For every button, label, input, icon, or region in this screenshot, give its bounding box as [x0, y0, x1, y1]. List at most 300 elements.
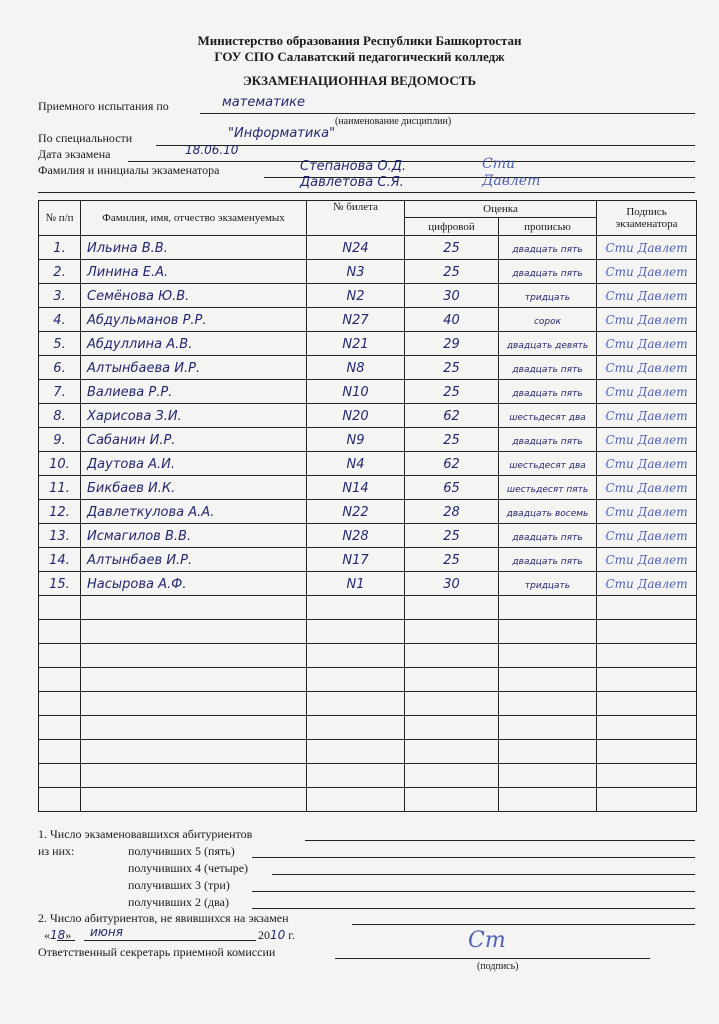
date-month-line — [84, 940, 256, 941]
score-digit: 25 — [443, 384, 460, 400]
score-digit: 30 — [443, 576, 460, 592]
examiner-signature-cell — [597, 716, 697, 740]
examiner-signature-cell — [597, 332, 697, 356]
row-number-cell — [39, 572, 81, 596]
student-name-cell — [81, 476, 307, 500]
blank-row — [39, 788, 697, 812]
score-digit-cell — [405, 764, 499, 788]
score-digit-cell — [405, 620, 499, 644]
date-month-value: июня — [90, 925, 123, 939]
specialty-value: "Информатика" — [228, 126, 336, 141]
score-words: двадцать восемь — [506, 508, 589, 519]
examiner-signature-cell — [597, 668, 697, 692]
row-number-cell — [39, 332, 81, 356]
examiner-signature: Сти Давлет — [605, 408, 688, 423]
exam-line — [200, 113, 695, 114]
examiner-signature-cell — [597, 476, 697, 500]
date-year-prefix: 20 — [258, 928, 270, 942]
ticket-number: N10 — [342, 384, 369, 400]
row-number-cell — [39, 236, 81, 260]
student-name: Алтынбаев И.Р. — [87, 552, 193, 568]
col-num-header: № п/п — [39, 201, 81, 236]
score-words-cell — [499, 548, 597, 572]
ticket-number-cell — [307, 548, 405, 572]
score-digit: 65 — [443, 480, 460, 496]
examiner-signature-cell — [597, 764, 697, 788]
ticket-number: N20 — [342, 408, 369, 424]
score-digit: 25 — [443, 240, 460, 256]
blank-row — [39, 692, 697, 716]
score-words-cell — [499, 644, 597, 668]
examiner-signature-cell — [597, 572, 697, 596]
date-day-value: 18 — [50, 928, 66, 942]
score-words-cell — [499, 668, 597, 692]
ticket-number: N28 — [342, 528, 369, 544]
student-name-cell — [81, 524, 307, 548]
score-words-cell — [499, 260, 597, 284]
blank-row — [39, 764, 697, 788]
student-name-cell — [81, 428, 307, 452]
score-words-cell — [499, 716, 597, 740]
score-words: двадцать пять — [512, 556, 583, 567]
examiner-signature-cell — [597, 596, 697, 620]
examiner-signature-cell — [597, 428, 697, 452]
score-words-cell — [499, 308, 597, 332]
student-name: Линина Е.А. — [87, 264, 169, 280]
ticket-number-cell — [307, 572, 405, 596]
student-name-cell — [81, 452, 307, 476]
table-row — [39, 308, 697, 332]
row-number: 7. — [53, 384, 66, 400]
score-words-cell — [499, 596, 597, 620]
student-name-cell — [81, 716, 307, 740]
ticket-number-cell — [307, 356, 405, 380]
row-number-cell — [39, 548, 81, 572]
document-title: ЭКЗАМЕНАЦИОННАЯ ВЕДОМОСТЬ — [242, 73, 477, 88]
total-line — [305, 840, 695, 841]
date-day-field: «18» — [44, 928, 72, 942]
ticket-number: N4 — [346, 456, 365, 472]
col-grade-words-header: прописью — [499, 218, 597, 236]
row-number-cell — [39, 788, 81, 812]
score-words: двадцать пять — [512, 436, 583, 447]
student-name: Давлеткулова А.А. — [87, 504, 215, 520]
examiner-signature-cell — [597, 452, 697, 476]
examiner-signature-cell — [597, 380, 697, 404]
score-words: двадцать пять — [512, 244, 583, 255]
student-name-cell — [81, 380, 307, 404]
col-grade-digit-header: цифровой — [405, 218, 499, 236]
date-day-line — [57, 940, 75, 941]
student-name: Даутова А.И. — [87, 456, 175, 472]
score-digit-cell — [405, 380, 499, 404]
student-name-cell — [81, 644, 307, 668]
examiner-signature: Сти Давлет — [605, 384, 688, 399]
score-digit: 25 — [443, 360, 460, 376]
student-name: Насырова А.Ф. — [87, 576, 187, 592]
ticket-number-cell — [307, 764, 405, 788]
score-words-cell — [499, 332, 597, 356]
table-row — [39, 548, 697, 572]
score-digit-cell — [405, 740, 499, 764]
got2-label: получивших 2 (два) — [128, 895, 229, 909]
row-number: 3. — [53, 288, 66, 304]
student-name-cell — [81, 740, 307, 764]
got2-line — [252, 908, 695, 909]
ticket-number: N24 — [342, 240, 369, 256]
got4-line — [272, 874, 695, 875]
student-name: Алтынбаева И.Р. — [87, 360, 201, 376]
student-name-cell — [81, 764, 307, 788]
got5-label: получивших 5 (пять) — [128, 844, 235, 858]
col-grade-header: Оценка — [405, 201, 597, 218]
row-number-cell — [39, 596, 81, 620]
examiner-signature-cell — [597, 404, 697, 428]
ticket-number-cell — [307, 332, 405, 356]
got5-line — [252, 857, 695, 858]
score-digit-cell — [405, 500, 499, 524]
score-words: сорок — [533, 316, 562, 327]
score-digit: 62 — [443, 408, 460, 424]
ticket-number-cell — [307, 644, 405, 668]
blank-row — [39, 716, 697, 740]
row-number: 14. — [49, 552, 70, 568]
row-number-cell — [39, 500, 81, 524]
score-digit: 40 — [443, 312, 460, 328]
student-name-cell — [81, 548, 307, 572]
student-name-cell — [81, 668, 307, 692]
score-words: шестьдесят пять — [506, 484, 589, 495]
score-words-cell — [499, 620, 597, 644]
table-row — [39, 356, 697, 380]
row-number-cell — [39, 260, 81, 284]
specialty-label: По специальности — [38, 131, 133, 145]
student-name-cell — [81, 404, 307, 428]
student-name-cell — [81, 308, 307, 332]
score-digit-cell — [405, 644, 499, 668]
score-digit-cell — [405, 788, 499, 812]
date-line — [128, 161, 695, 162]
table-row — [39, 260, 697, 284]
examiner-signature-cell — [597, 236, 697, 260]
examiner-signature-cell — [597, 644, 697, 668]
examiner-signature: Сти Давлет — [605, 456, 688, 471]
row-number: 5. — [53, 336, 66, 352]
ticket-number-cell — [307, 380, 405, 404]
total-label: 1. Число экзаменовавшихся абитуриентов — [38, 827, 253, 841]
row-number-cell — [39, 716, 81, 740]
examiner-signature-cell — [597, 620, 697, 644]
exam-value: математике — [222, 95, 305, 110]
student-name-cell — [81, 236, 307, 260]
score-words: тридцать — [524, 292, 571, 303]
ticket-number: N9 — [346, 432, 365, 448]
student-name-cell — [81, 284, 307, 308]
score-digit: 25 — [443, 528, 460, 544]
ticket-number-cell — [307, 620, 405, 644]
score-words: тридцать — [524, 580, 571, 591]
table-row — [39, 572, 697, 596]
got3-line — [252, 891, 695, 892]
ticket-number: N27 — [342, 312, 369, 328]
ticket-number: N21 — [342, 336, 369, 352]
score-digit-cell — [405, 668, 499, 692]
score-digit-cell — [405, 548, 499, 572]
score-digit: 28 — [443, 504, 460, 520]
ticket-number: N14 — [342, 480, 369, 496]
ticket-number: N3 — [346, 264, 365, 280]
ticket-number-cell — [307, 260, 405, 284]
row-number-cell — [39, 692, 81, 716]
score-words: двадцать пять — [512, 388, 583, 399]
table-row — [39, 284, 697, 308]
examiner-label: Фамилия и инициалы экзаменатора — [38, 163, 220, 177]
score-digit-cell — [405, 524, 499, 548]
examiner-signature: Сти Давлет — [605, 264, 688, 279]
ticket-number: N2 — [346, 288, 365, 304]
examiner-1-signature: Сти — [482, 156, 516, 172]
examiner-signature-cell — [597, 692, 697, 716]
examiner-signature: Сти Давлет — [605, 312, 688, 327]
row-number-cell — [39, 740, 81, 764]
score-words: двадцать пять — [512, 364, 583, 375]
examiner-signature-cell — [597, 356, 697, 380]
examiner-2-name: Давлетова С.Я. — [300, 175, 404, 190]
ticket-number-cell — [307, 236, 405, 260]
secretary-signature: Ст — [468, 928, 506, 953]
score-words-cell — [499, 500, 597, 524]
examiner-signature-cell — [597, 284, 697, 308]
score-words-cell — [499, 428, 597, 452]
row-number-cell — [39, 476, 81, 500]
score-digit: 25 — [443, 432, 460, 448]
student-name: Абдуллина А.В. — [87, 336, 193, 352]
table-row — [39, 332, 697, 356]
table-row — [39, 236, 697, 260]
row-number-cell — [39, 668, 81, 692]
college-title: ГОУ СПО Салаватский педагогический колледж — [214, 49, 505, 64]
score-digit-cell — [405, 596, 499, 620]
score-digit-cell — [405, 356, 499, 380]
date-label: Дата экзамена — [38, 147, 111, 161]
row-number-cell — [39, 284, 81, 308]
examiner-signature-cell — [597, 500, 697, 524]
ticket-number-cell — [307, 428, 405, 452]
ticket-number: N1 — [346, 576, 365, 592]
row-number: 1. — [53, 240, 66, 256]
row-number-cell — [39, 404, 81, 428]
score-words-cell — [499, 788, 597, 812]
score-words: двадцать пять — [512, 532, 583, 543]
row-number: 8. — [53, 408, 66, 424]
score-digit: 30 — [443, 288, 460, 304]
student-name: Семёнова Ю.В. — [87, 288, 190, 304]
examiner-signature-cell — [597, 788, 697, 812]
score-words-cell — [499, 380, 597, 404]
score-digit-cell — [405, 332, 499, 356]
ticket-number-cell — [307, 404, 405, 428]
examiner-signature: Сти Давлет — [605, 576, 688, 591]
row-number-cell — [39, 356, 81, 380]
student-name: Бикбаев И.К. — [87, 480, 176, 496]
examiner-signature-cell — [597, 308, 697, 332]
student-name-cell — [81, 788, 307, 812]
ticket-number-cell — [307, 668, 405, 692]
date-year-field — [258, 928, 295, 943]
examiner-signature-cell — [597, 260, 697, 284]
score-words-cell — [499, 356, 597, 380]
score-words-cell — [499, 404, 597, 428]
row-number-cell — [39, 764, 81, 788]
table-row — [39, 428, 697, 452]
table-row — [39, 476, 697, 500]
ticket-number-cell — [307, 596, 405, 620]
ticket-number: N8 — [346, 360, 365, 376]
date-year-suffix: г. — [288, 928, 295, 942]
examiner-signature-cell — [597, 740, 697, 764]
score-words-cell — [499, 236, 597, 260]
table-body — [39, 236, 697, 812]
student-name-cell — [81, 356, 307, 380]
examiner-signature: Сти Давлет — [605, 480, 688, 495]
score-words-cell — [499, 740, 597, 764]
secretary-line — [335, 958, 650, 959]
examiner-1-name: Степанова О.Д. — [300, 159, 406, 174]
blank-row — [39, 668, 697, 692]
examiner-signature: Сти Давлет — [605, 432, 688, 447]
student-name: Харисова З.И. — [87, 408, 182, 424]
row-number: 6. — [53, 360, 66, 376]
student-name-cell — [81, 260, 307, 284]
student-name-cell — [81, 332, 307, 356]
score-digit: 25 — [443, 264, 460, 280]
ticket-number-cell — [307, 788, 405, 812]
table-row — [39, 452, 697, 476]
examiner-2-signature: Давлет — [482, 173, 541, 189]
student-name-cell — [81, 692, 307, 716]
score-digit-cell — [405, 572, 499, 596]
score-words: шестьдесят два — [509, 460, 586, 471]
table-row — [39, 524, 697, 548]
ticket-number-cell — [307, 692, 405, 716]
table-row — [39, 380, 697, 404]
ministry-title: Министерство образования Республики Башкортостан — [197, 33, 522, 48]
score-words-cell — [499, 524, 597, 548]
ticket-number-cell — [307, 500, 405, 524]
examiner-signature: Сти Давлет — [605, 528, 688, 543]
student-name: Абдульманов Р.Р. — [87, 312, 207, 328]
score-words-cell — [499, 572, 597, 596]
score-words-cell — [499, 476, 597, 500]
examiner-signature: Сти Давлет — [605, 552, 688, 567]
examiner-signature: Сти Давлет — [605, 504, 688, 519]
blank-row — [39, 596, 697, 620]
score-words: шестьдесят два — [509, 412, 586, 423]
got4-label: получивших 4 (четыре) — [128, 861, 249, 875]
got3-label: получивших 3 (три) — [128, 878, 230, 892]
row-number-cell — [39, 380, 81, 404]
student-name: Сабанин И.Р. — [87, 432, 176, 448]
row-number: 15. — [49, 576, 70, 592]
ticket-number-cell — [307, 284, 405, 308]
score-words-cell — [499, 284, 597, 308]
row-number-cell — [39, 524, 81, 548]
student-name: Ильина В.В. — [87, 240, 168, 256]
row-number: 13. — [49, 528, 70, 544]
secretary-label: Ответственный секретарь приемной комиссии — [38, 945, 276, 959]
exam-label: Приемного испытания по — [38, 99, 169, 113]
examiner-signature: Сти Давлет — [605, 336, 688, 351]
student-name-cell — [81, 500, 307, 524]
score-digit-cell — [405, 692, 499, 716]
student-name: Исмагилов В.В. — [87, 528, 192, 544]
row-number: 11. — [49, 480, 70, 496]
student-name: Валиева Р.Р. — [87, 384, 173, 400]
col-name-header: Фамилия, имя, отчество экзаменуемых — [81, 201, 307, 236]
row-number-cell — [39, 452, 81, 476]
score-words: двадцать пять — [512, 268, 583, 279]
ticket-number: N17 — [342, 552, 369, 568]
table-row — [39, 500, 697, 524]
score-words-cell — [499, 452, 597, 476]
examiner-signature: Сти Давлет — [605, 360, 688, 375]
row-number: 12. — [49, 504, 70, 520]
score-digit-cell — [405, 260, 499, 284]
ticket-number-cell — [307, 308, 405, 332]
student-name-cell — [81, 620, 307, 644]
signature-caption: (подпись) — [477, 961, 519, 972]
table-row — [39, 404, 697, 428]
score-digit-cell — [405, 308, 499, 332]
score-digit-cell — [405, 236, 499, 260]
blank-row — [39, 740, 697, 764]
row-number-cell — [39, 620, 81, 644]
examiner-signature: Сти Давлет — [605, 288, 688, 303]
row-number: 10. — [49, 456, 70, 472]
score-digit-cell — [405, 476, 499, 500]
score-digit-cell — [405, 716, 499, 740]
of-them-label: из них: — [38, 844, 75, 858]
row-number-cell — [39, 428, 81, 452]
row-number: 2. — [53, 264, 66, 280]
student-name-cell — [81, 572, 307, 596]
ticket-number-cell — [307, 740, 405, 764]
blank-row — [39, 644, 697, 668]
discipline-caption: (наименование дисциплин) — [335, 116, 452, 127]
col-ticket-header: № билета — [307, 201, 405, 236]
col-signature-header: Подпись экзаменатора — [597, 201, 697, 236]
score-words-cell — [499, 764, 597, 788]
score-digit: 62 — [443, 456, 460, 472]
score-digit-cell — [405, 428, 499, 452]
row-number-cell — [39, 644, 81, 668]
date-value: 18.06.10 — [185, 143, 239, 157]
score-digit-cell — [405, 404, 499, 428]
row-number: 9. — [53, 432, 66, 448]
examiner-signature: Сти Давлет — [605, 240, 688, 255]
score-digit: 29 — [443, 336, 460, 352]
examiner-signature-cell — [597, 548, 697, 572]
student-name-cell — [81, 596, 307, 620]
score-words-cell — [499, 692, 597, 716]
examiner-signature-cell — [597, 524, 697, 548]
absent-line — [352, 924, 695, 925]
score-digit-cell — [405, 452, 499, 476]
blank-row — [39, 620, 697, 644]
ticket-number-cell — [307, 716, 405, 740]
row-number-cell — [39, 308, 81, 332]
absent-label: 2. Число абитуриентов, не явившихся на экзамен — [38, 911, 289, 925]
